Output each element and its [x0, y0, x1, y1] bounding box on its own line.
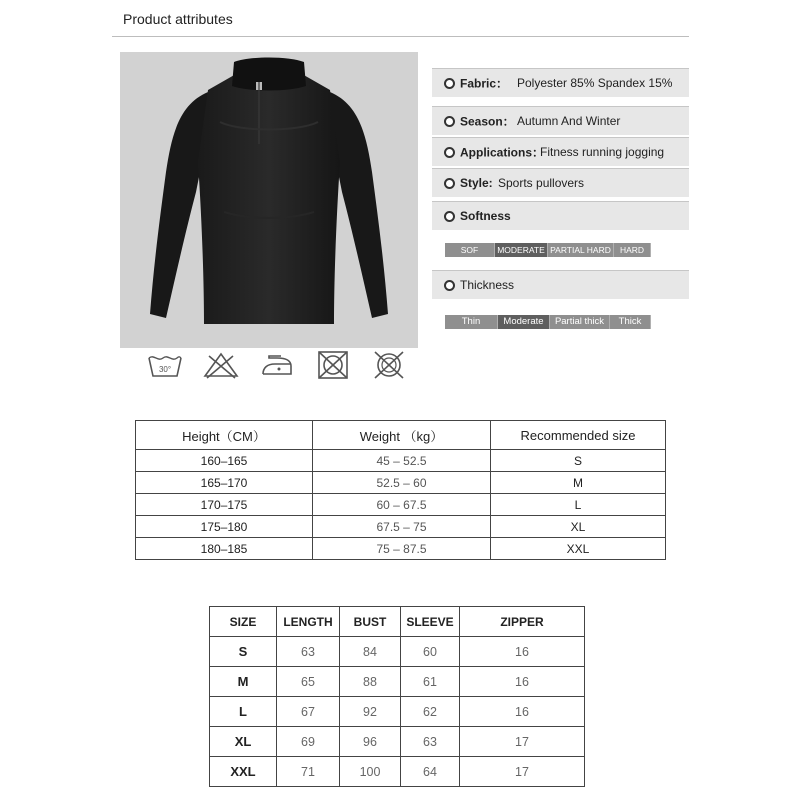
measurement-table	[209, 606, 585, 787]
header-cell: SLEEVE	[401, 607, 460, 637]
wash-temp-label: 30°	[158, 365, 172, 374]
header-cell: Height（CM）	[136, 421, 313, 450]
table-row	[136, 538, 666, 560]
table-header-row	[136, 421, 666, 450]
table-cell: L	[491, 494, 666, 516]
bullet-icon	[444, 178, 455, 189]
table-row	[136, 516, 666, 538]
table-cell: 96	[340, 727, 401, 757]
header-cell: LENGTH	[277, 607, 340, 637]
table-cell: 92	[340, 697, 401, 727]
softness-option: PARTIAL HARD	[548, 243, 614, 257]
table-cell: M	[210, 667, 277, 697]
table-cell: L	[210, 697, 277, 727]
thickness-option: Thin	[445, 315, 498, 329]
attr-applications	[432, 137, 689, 166]
care-instructions	[145, 350, 415, 380]
table-cell: XXL	[210, 757, 277, 787]
table-cell: 62	[401, 697, 460, 727]
thickness-option: Partial thick	[550, 315, 610, 329]
wash-30-icon	[145, 350, 185, 380]
table-cell: 52.5 – 60	[313, 472, 491, 494]
attr-value: Polyester 85% Spandex 15%	[517, 76, 673, 90]
table-cell: 63	[277, 637, 340, 667]
no-bleach-icon	[201, 350, 241, 380]
bullet-icon	[444, 147, 455, 158]
thickness-scale	[445, 315, 651, 329]
table-cell: 180–185	[136, 538, 313, 560]
table-cell: S	[210, 637, 277, 667]
no-tumble-dry-icon	[313, 350, 353, 380]
attr-softness	[432, 201, 689, 230]
table-header-row	[210, 607, 585, 637]
table-cell: XXL	[491, 538, 666, 560]
header-cell: SIZE	[210, 607, 277, 637]
table-row	[210, 757, 585, 787]
bullet-icon	[444, 211, 455, 222]
bullet-icon	[444, 78, 455, 89]
table-row	[210, 667, 585, 697]
table-cell: 69	[277, 727, 340, 757]
table-cell: 60 – 67.5	[313, 494, 491, 516]
size-recommendation-table	[135, 420, 666, 560]
table-cell: 16	[460, 667, 585, 697]
table-row	[136, 472, 666, 494]
header-cell: BUST	[340, 607, 401, 637]
attr-fabric	[432, 68, 689, 97]
table-cell: 45 – 52.5	[313, 450, 491, 472]
no-dry-clean-icon	[369, 350, 409, 380]
header-cell: ZIPPER	[460, 607, 585, 637]
softness-option: HARD	[614, 243, 651, 257]
attr-value: Sports pullovers	[498, 176, 585, 190]
table-cell: 60	[401, 637, 460, 667]
table-row	[210, 697, 585, 727]
attr-style	[432, 168, 689, 197]
product-image	[120, 52, 418, 348]
table-cell: 100	[340, 757, 401, 787]
attr-thickness	[432, 270, 689, 299]
table-cell: M	[491, 472, 666, 494]
attr-label: Season：	[460, 114, 515, 129]
table-row	[210, 637, 585, 667]
table-cell: 88	[340, 667, 401, 697]
softness-option: SOF	[445, 243, 495, 257]
table-cell: 63	[401, 727, 460, 757]
table-cell: 84	[340, 637, 401, 667]
header-cell: Recommended size	[491, 421, 666, 450]
bullet-icon	[444, 280, 455, 291]
attr-label: Applications：	[460, 145, 545, 160]
table-cell: XL	[491, 516, 666, 538]
table-cell: 75 – 87.5	[313, 538, 491, 560]
attr-label: Style:	[460, 176, 493, 190]
header-cell: Weight （kg）	[313, 421, 491, 450]
table-cell: 61	[401, 667, 460, 697]
attr-value: Fitness running jogging	[540, 145, 665, 159]
table-cell: 17	[460, 757, 585, 787]
table-cell: 67.5 – 75	[313, 516, 491, 538]
table-cell: XL	[210, 727, 277, 757]
table-cell: 16	[460, 697, 585, 727]
thickness-option-selected: Moderate	[498, 315, 550, 329]
thickness-option: Thick	[610, 315, 651, 329]
section-title: Product attributes	[123, 11, 233, 27]
softness-scale	[445, 243, 651, 257]
table-cell: 175–180	[136, 516, 313, 538]
softness-option-selected: MODERATE	[495, 243, 548, 257]
attr-value: Autumn And Winter	[517, 114, 621, 128]
table-cell: 67	[277, 697, 340, 727]
table-cell: 65	[277, 667, 340, 697]
table-cell: 17	[460, 727, 585, 757]
bullet-icon	[444, 116, 455, 127]
attr-label: Softness	[460, 209, 511, 223]
table-cell: S	[491, 450, 666, 472]
shirt-illustration	[120, 52, 418, 348]
attr-label: Fabric：	[460, 76, 509, 91]
table-row	[136, 450, 666, 472]
table-cell: 165–170	[136, 472, 313, 494]
table-row	[136, 494, 666, 516]
table-cell: 170–175	[136, 494, 313, 516]
iron-icon	[257, 350, 297, 380]
attr-season	[432, 106, 689, 135]
table-cell: 16	[460, 637, 585, 667]
header-divider	[112, 36, 689, 37]
table-row	[210, 727, 585, 757]
table-cell: 160–165	[136, 450, 313, 472]
table-cell: 64	[401, 757, 460, 787]
attr-label: Thickness	[460, 278, 515, 292]
table-cell: 71	[277, 757, 340, 787]
